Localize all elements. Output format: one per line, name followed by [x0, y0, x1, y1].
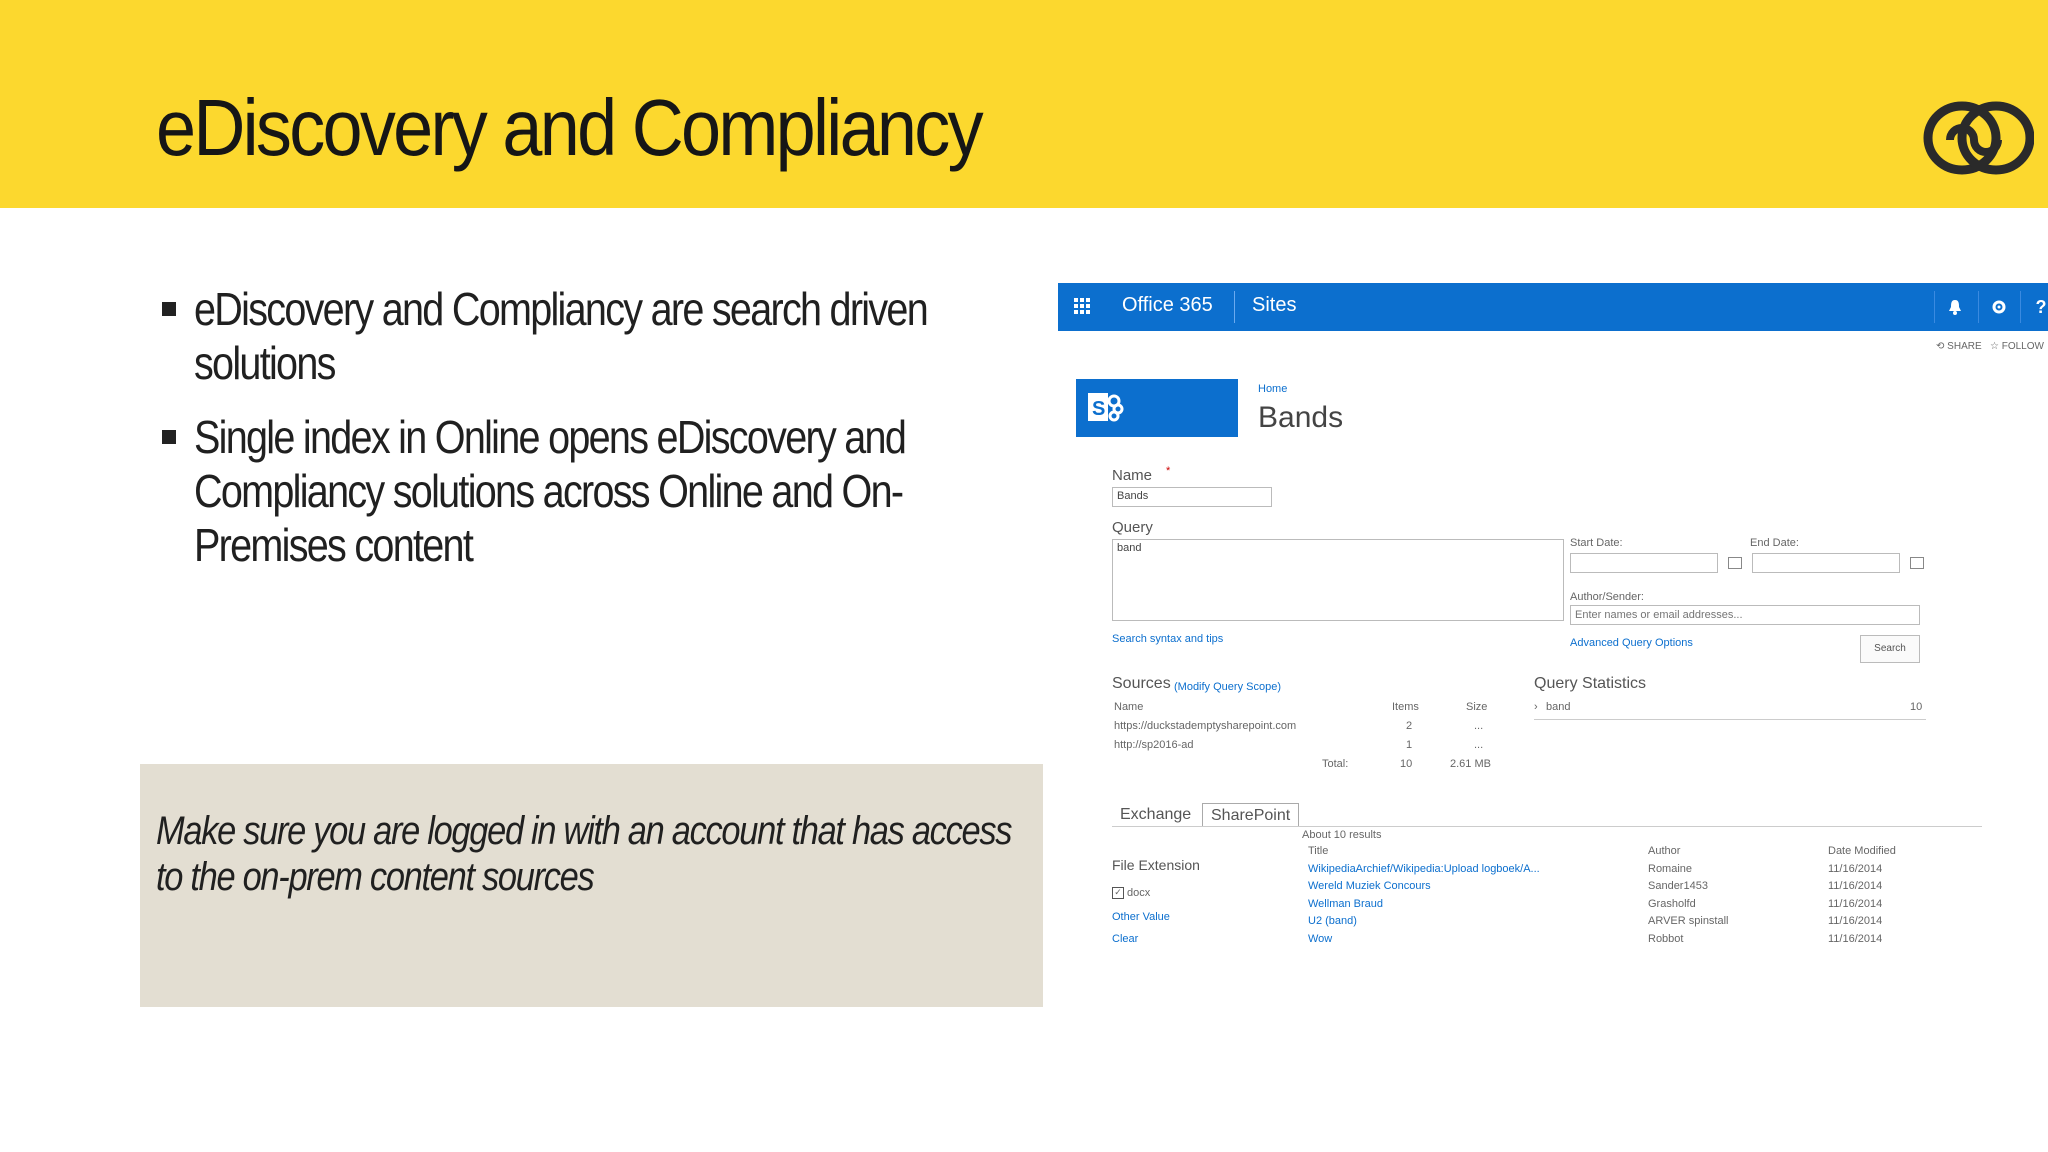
bullet-text: Single index in Online opens eDiscovery and Compliancy solutions across Online and On-Premises content	[194, 411, 906, 571]
sources-title: Sources	[1112, 675, 1171, 692]
site-title: Bands	[1258, 401, 1344, 434]
result-date: 11/16/2014	[1828, 932, 1883, 945]
refiner-option[interactable]	[1112, 887, 1150, 899]
results-table	[1308, 845, 1948, 950]
company-logo	[1922, 100, 2034, 176]
search-button[interactable]: Search	[1860, 635, 1920, 663]
search-syntax-link[interactable]: Search syntax and tips	[1112, 633, 1224, 645]
column-header: Name	[1114, 701, 1144, 713]
column-header: Author	[1648, 845, 1681, 857]
sites-link[interactable]: Sites	[1252, 294, 1297, 316]
title-band	[0, 0, 2048, 208]
refiner-option-label: docx	[1127, 887, 1151, 899]
start-date-field[interactable]	[1570, 553, 1718, 573]
note-text: Make sure you are logged in with an account that has access to the on-prem content sources	[156, 809, 1012, 899]
author-sender-input[interactable]	[1570, 605, 1920, 625]
expand-icon[interactable]: ›	[1534, 701, 1538, 713]
tab-exchange[interactable]: Exchange	[1120, 806, 1192, 823]
table-row	[1114, 720, 1504, 739]
share-icon[interactable]: ⟲	[1936, 341, 1945, 352]
query-term: band	[1546, 701, 1571, 713]
bullet-square-icon	[162, 430, 176, 444]
file-extension-refiner-title: File Extension	[1112, 857, 1200, 873]
result-author: Grasholfd	[1648, 897, 1696, 910]
result-title-link[interactable]: WikipediaArchief/Wikipedia:Upload logboek/A...	[1308, 862, 1540, 875]
total-row	[1114, 758, 1504, 777]
column-header: Items	[1392, 701, 1419, 713]
name-label: Name	[1112, 467, 1153, 484]
table-header-row	[1114, 701, 1504, 720]
column-header: Size	[1466, 701, 1488, 713]
total-label: Total:	[1322, 758, 1349, 770]
column-header: Title	[1308, 845, 1329, 857]
office365-brand[interactable]: Office 365	[1122, 294, 1213, 316]
query-statistics-table	[1534, 701, 1924, 720]
help-icon[interactable]: ?	[2020, 291, 2048, 323]
table-header-row	[1308, 845, 1948, 863]
follow-star-icon[interactable]: ☆	[1989, 341, 1999, 352]
table-row	[1534, 701, 1924, 720]
column-header: Date Modified	[1828, 845, 1896, 857]
table-row	[1308, 863, 1948, 881]
note-box	[140, 764, 1043, 1007]
other-value-link[interactable]: Other Value	[1112, 911, 1170, 923]
end-date-field[interactable]	[1752, 553, 1900, 573]
author-sender-label: Author/Sender:	[1570, 591, 1644, 603]
name-field[interactable]: Bands	[1112, 487, 1272, 507]
follow-link[interactable]: FOLLOW	[2001, 341, 2044, 352]
result-title-link[interactable]: U2 (band)	[1308, 915, 1357, 927]
sources-table	[1114, 701, 1504, 777]
modify-query-scope-link[interactable]: (Modify Query Scope)	[1174, 681, 1281, 693]
bullet-item	[158, 410, 998, 572]
source-name: https://duckstademptysharepoint.com	[1114, 720, 1297, 732]
calendar-icon[interactable]	[1728, 557, 1742, 569]
app-launcher-icon[interactable]	[1072, 296, 1092, 316]
source-size: ...	[1474, 720, 1484, 732]
tab-underline	[1112, 826, 1982, 827]
source-items: 1	[1406, 739, 1413, 751]
bullet-square-icon	[162, 302, 176, 316]
divider	[1534, 719, 1926, 720]
source-items: 2	[1406, 720, 1413, 732]
slide-title: eDiscovery and Compliancy	[156, 83, 981, 172]
query-count: 10	[1910, 701, 1923, 713]
clear-link[interactable]: Clear	[1112, 933, 1139, 945]
table-row	[1308, 915, 1948, 933]
svg-text:S: S	[1092, 398, 1106, 420]
result-date: 11/16/2014	[1828, 880, 1883, 892]
result-date: 11/16/2014	[1828, 915, 1883, 927]
sharepoint-screenshot	[1058, 283, 2048, 983]
source-size: ...	[1474, 739, 1484, 751]
tab-sharepoint[interactable]: SharePoint	[1202, 803, 1299, 827]
bell-icon[interactable]	[1934, 291, 1975, 323]
table-row	[1308, 933, 1948, 951]
checkbox-checked-icon[interactable]: ✓	[1112, 887, 1124, 899]
office365-topbar	[1058, 283, 2048, 331]
query-label: Query	[1112, 519, 1153, 536]
start-date-label: Start Date:	[1570, 537, 1623, 549]
result-author: Robbot	[1648, 932, 1684, 945]
share-link[interactable]: SHARE	[1947, 341, 1982, 352]
calendar-icon[interactable]	[1910, 557, 1924, 569]
result-author: Sander1453	[1648, 880, 1708, 892]
table-row	[1308, 880, 1948, 898]
source-name: http://sp2016-ad	[1114, 739, 1194, 751]
bullet-text: eDiscovery and Compliancy are search driven solutions	[194, 283, 927, 389]
gear-icon[interactable]	[1978, 291, 2019, 323]
required-marker: *	[1166, 465, 1171, 477]
result-author: Romaine	[1648, 862, 1693, 875]
query-statistics-title: Query Statistics	[1534, 675, 1647, 692]
result-title-link[interactable]: Wereld Muziek Concours	[1308, 880, 1431, 892]
total-items: 10	[1400, 758, 1413, 770]
sharepoint-logo	[1076, 379, 1238, 437]
sharepoint-s-icon	[1076, 379, 1136, 437]
bullet-item	[158, 282, 998, 390]
result-title-link[interactable]: Wellman Braud	[1308, 897, 1383, 910]
page-actions	[1936, 341, 2044, 352]
total-size: 2.61 MB	[1450, 758, 1491, 770]
advanced-query-options-link[interactable]: Advanced Query Options	[1570, 637, 1693, 649]
topbar-divider	[1234, 291, 1235, 323]
table-row	[1308, 898, 1948, 916]
results-count: About 10 results	[1302, 829, 1382, 841]
table-row	[1114, 739, 1504, 758]
query-field[interactable]: band	[1112, 539, 1564, 621]
result-date: 11/16/2014	[1828, 862, 1883, 875]
breadcrumb-home[interactable]: Home	[1258, 383, 1288, 395]
end-date-label: End Date:	[1750, 537, 1799, 549]
result-date: 11/16/2014	[1828, 897, 1883, 910]
bullet-list	[158, 282, 998, 592]
result-author: ARVER spinstall	[1648, 915, 1729, 927]
result-title-link[interactable]: Wow	[1308, 932, 1333, 945]
